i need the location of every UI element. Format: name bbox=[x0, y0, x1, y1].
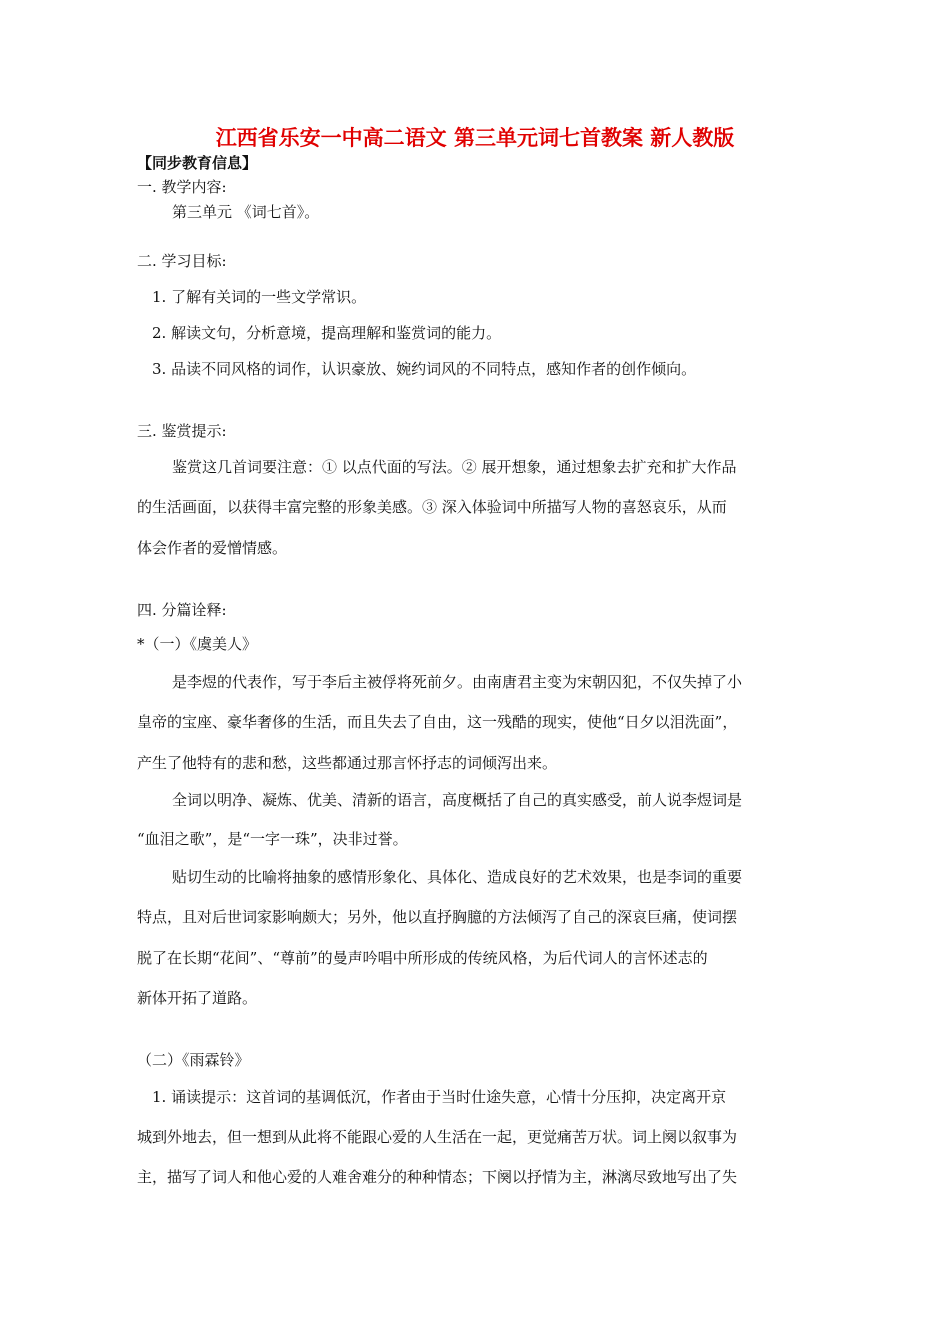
poem-1-line: 特点，且对后世词家影响颇大；另外，他以直抒胸臆的方法倾泻了自己的深哀巨痛，使词摆 bbox=[137, 908, 738, 926]
appreciation-line: 的生活画面，以获得丰富完整的形象美感。③ 深入体验词中所描写人物的喜怒哀乐，从而 bbox=[137, 498, 727, 516]
poem-2-line: 1. 诵读提示：这首词的基调低沉，作者由于当时仕途失意，心情十分压抑，决定离开京 bbox=[152, 1088, 727, 1106]
goal-item: 2. 解读文句，分析意境，提高理解和鉴赏词的能力。 bbox=[152, 324, 502, 342]
poem-1-line: 全词以明净、凝炼、优美、清新的语言，高度概括了自己的真实感受，前人说李煜词是 bbox=[172, 791, 743, 809]
poem-1-line: 产生了他特有的悲和愁，这些都通过那言怀抒志的词倾泻出来。 bbox=[137, 754, 558, 772]
section-3-heading: 三. 鉴赏提示: bbox=[137, 422, 227, 440]
poem-1-line: 贴切生动的比喻将抽象的感情形象化、具体化、造成良好的艺术效果，也是李词的重要 bbox=[172, 868, 743, 886]
goal-item: 1. 了解有关词的一些文学常识。 bbox=[152, 288, 367, 306]
section-1-text: 第三单元 《词七首》。 bbox=[172, 203, 320, 221]
poem-2-heading: （二）《雨霖铃》 bbox=[137, 1051, 250, 1069]
poem-1-heading: *（一）《虞美人》 bbox=[137, 635, 258, 653]
document-title: 江西省乐安一中高二语文 第三单元词七首教案 新人教版 bbox=[215, 125, 735, 150]
poem-1-line: 新体开拓了道路。 bbox=[137, 989, 258, 1007]
poem-1-line: 是李煜的代表作，写于李后主被俘将死前夕。由南唐君主变为宋朝囚犯，不仅失掉了小 bbox=[172, 673, 743, 691]
poem-1-line: “血泪之歌”，是“一字一珠”，决非过誉。 bbox=[137, 830, 408, 848]
goal-item: 3. 品读不同风格的词作，认识豪放、婉约词风的不同特点，感知作者的创作倾向。 bbox=[152, 360, 697, 378]
sync-education-header: 【同步教育信息】 bbox=[137, 154, 258, 172]
section-1-heading: 一. 教学内容: bbox=[137, 178, 227, 196]
poem-1-line: 皇帝的宝座、豪华奢侈的生活，而且失去了自由，这一残酷的现实，使他“日夕以泪洗面”， bbox=[137, 713, 738, 731]
poem-2-line: 城到外地去，但一想到从此将不能跟心爱的人生活在一起，更觉痛苦万状。词上阕以叙事为 bbox=[137, 1128, 738, 1146]
poem-1-line: 脱了在长期“花间”、“尊前”的曼声吟唱中所形成的传统风格，为后代词人的言怀述志的 bbox=[137, 949, 708, 967]
section-2-heading: 二. 学习目标: bbox=[137, 252, 227, 270]
appreciation-line: 鉴赏这几首词要注意：① 以点代面的写法。② 展开想象，通过想象去扩充和扩大作品 bbox=[172, 458, 737, 476]
appreciation-line: 体会作者的爱憎情感。 bbox=[137, 539, 288, 557]
section-4-heading: 四. 分篇诠释: bbox=[137, 601, 227, 619]
poem-2-line: 主，描写了词人和他心爱的人难舍难分的种种情态；下阕以抒情为主，淋漓尽致地写出了失 bbox=[137, 1168, 738, 1186]
